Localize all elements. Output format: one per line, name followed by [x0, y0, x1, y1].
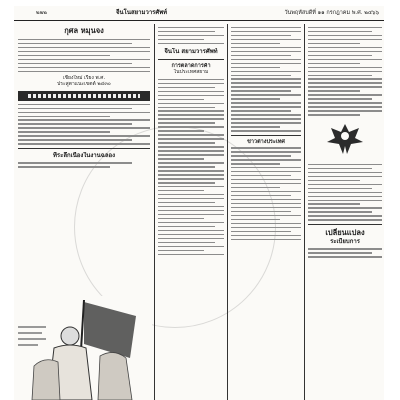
- section-subtitle: ในประเทศสยาม: [173, 68, 209, 75]
- issue-date: วันพฤหัสบดีที่ ๑๑ กรกฎาคม พ.ศ. ๒๔๖๖: [284, 10, 379, 16]
- page-number: ๒๒๒: [36, 10, 47, 16]
- ornamental-banner: [18, 91, 150, 101]
- section-title: ข่าวต่างประเทศ: [247, 138, 285, 145]
- column-divider: [154, 24, 155, 400]
- bottom-subtitle: ระเบียบการ: [330, 237, 360, 245]
- garuda-emblem-icon: [308, 120, 382, 160]
- page-header: [14, 6, 384, 21]
- newspaper-page: [14, 6, 384, 400]
- paper-name: จีนโนสยามวารศัพท์: [116, 9, 168, 16]
- column-3: [231, 24, 301, 400]
- caption-line: ที่ระลึกเนื่องในงานฉลอง: [52, 151, 116, 159]
- footer-line: ประสูตาแนะเขตต์ ๒๔๓๐: [57, 80, 111, 87]
- illustration-woman-with-flag: [14, 296, 152, 400]
- column-2: [158, 24, 224, 400]
- masthead-title: จีนโน สยามวารศัพท์: [164, 47, 218, 55]
- column-4: [308, 24, 382, 400]
- column-1-headline: กุศล หมุนจง: [64, 26, 104, 35]
- signature-line: เชียงใหม่ เรียง พ.ศ.: [62, 74, 106, 81]
- column-divider: [227, 24, 228, 400]
- bottom-title: เปลี่ยนแปลง: [325, 227, 365, 237]
- column-divider: [304, 24, 305, 400]
- section-title: การตลาดการค้า: [171, 62, 211, 69]
